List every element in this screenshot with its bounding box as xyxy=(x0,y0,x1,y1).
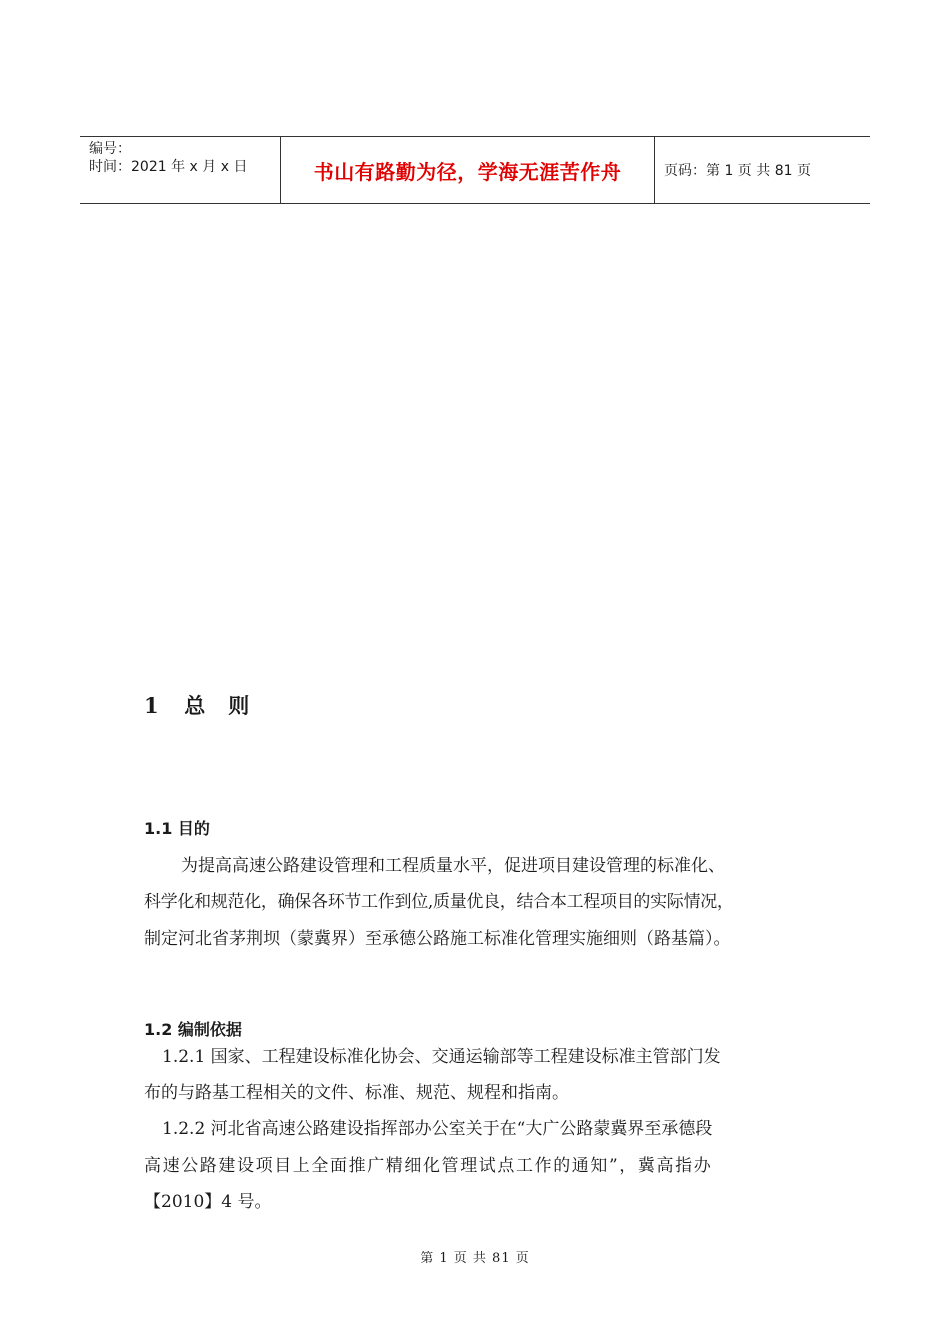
paragraph-purpose-line-2: 科学化和规范化，确保各环节工作到位,质量优良，结合本工程项目的实际情况， xyxy=(144,892,734,912)
document-number-label: 编号： xyxy=(89,141,131,157)
header-motto: 书山有路勤为径，学海无涯苦作舟 xyxy=(281,137,655,203)
paragraph-purpose-line-1: 为提高高速公路建设管理和工程质量水平，促进项目建设管理的标准化、 xyxy=(181,856,725,876)
chapter-title-char-1: 总 xyxy=(184,693,207,718)
paragraph-purpose-line-3: 制定河北省茅荆坝（蒙冀界）至承德公路施工标准化管理实施细则（路基篇）。 xyxy=(144,929,731,949)
paragraph-basis-1-line-2: 布的与路基工程相关的文件、标准、规范、规程和指南。 xyxy=(144,1083,569,1103)
section-heading-1-2: 1.2 编制依据 xyxy=(144,1020,242,1039)
chapter-number: 1 xyxy=(144,693,160,718)
document-header-table xyxy=(80,136,870,204)
page-footer: 第 1 页 共 81 页 xyxy=(420,1251,530,1266)
paragraph-basis-2-line-1: 1.2.2 河北省高速公路建设指挥部办公室关于在“大广公路蒙冀界至承德段 xyxy=(162,1119,713,1139)
header-page-info: 页码：第 1 页 共 81 页 xyxy=(664,163,811,179)
header-meta-cell xyxy=(80,137,281,203)
chapter-title-char-2: 则 xyxy=(228,693,251,718)
paragraph-basis-1-line-1: 1.2.1 国家、工程建设标准化协会、交通运输部等工程建设标准主管部门发 xyxy=(162,1047,721,1067)
chapter-title xyxy=(144,690,250,720)
paragraph-basis-2-line-3: 【2010】4 号。 xyxy=(144,1192,272,1212)
section-heading-1-1: 1.1 目的 xyxy=(144,819,210,838)
paragraph-basis-2-line-2: 高速公路建设项目上全面推广精细化管理试点工作的通知”，冀高指办 xyxy=(144,1156,713,1176)
document-time-label: 时间：2021 年 x 月 x 日 xyxy=(89,159,248,175)
